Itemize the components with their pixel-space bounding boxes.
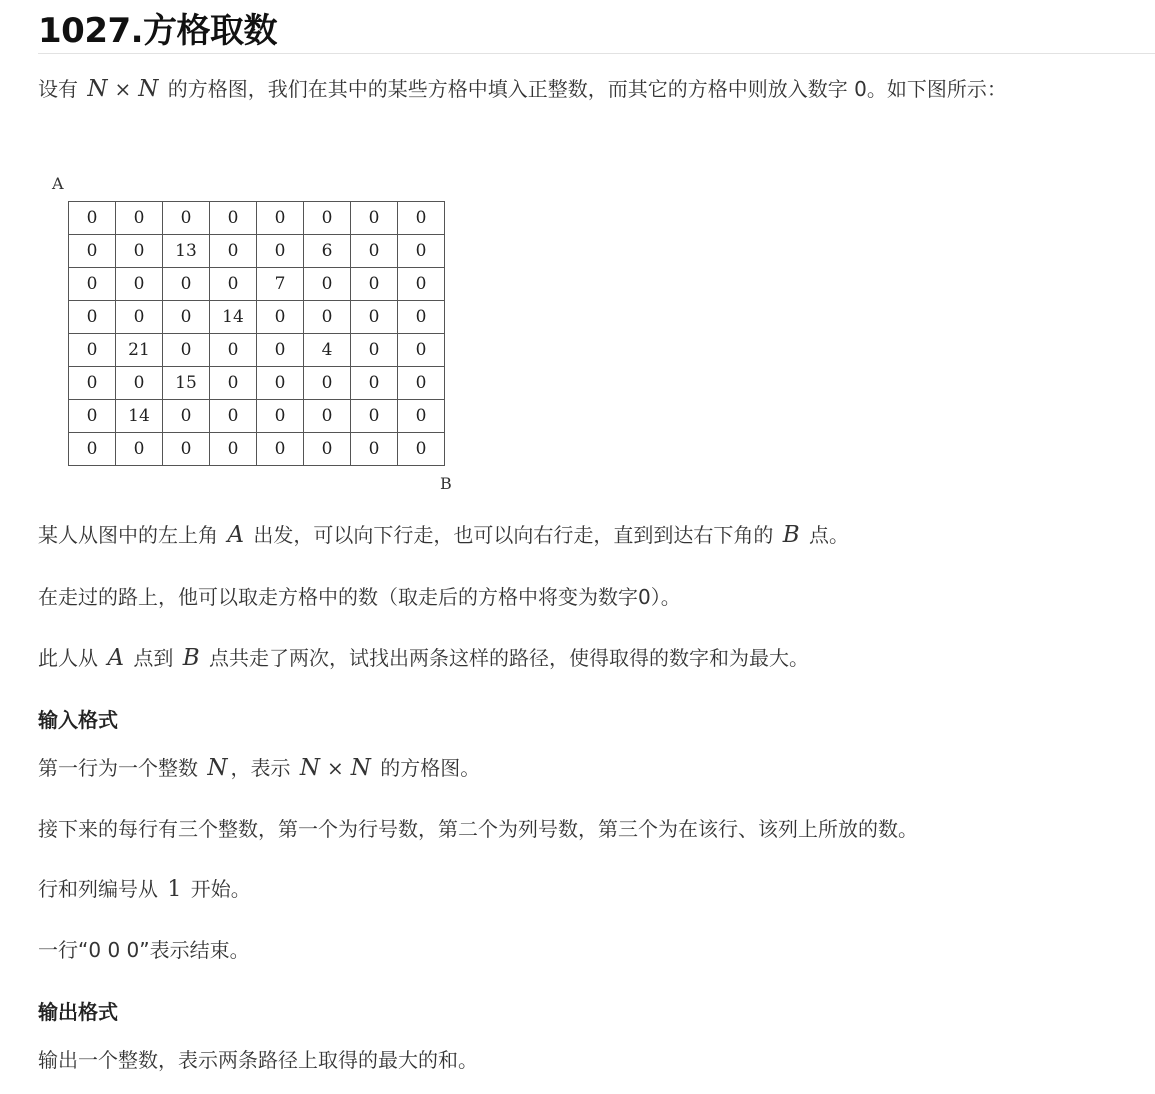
- grid-cell: 0: [398, 367, 445, 400]
- grid-cell: 0: [69, 268, 116, 301]
- grid-row: [69, 235, 445, 268]
- input-line-4: 一行“0 0 0”表示结束。: [38, 938, 250, 962]
- grid-cell: 0: [69, 235, 116, 268]
- grid-cell: 0: [210, 202, 257, 235]
- grid-cell: 0: [304, 400, 351, 433]
- math-n: N: [350, 755, 371, 781]
- grid-cell: 0: [398, 268, 445, 301]
- math-b: B: [182, 645, 200, 671]
- math-times: ×: [326, 756, 344, 780]
- grid-cell: 0: [163, 334, 210, 367]
- grid-cell: 0: [69, 367, 116, 400]
- grid-cell: 0: [257, 202, 304, 235]
- grid-cell: 0: [398, 433, 445, 466]
- grid-cell: 0: [163, 202, 210, 235]
- grid-cell: 0: [116, 367, 163, 400]
- grid-row: [69, 268, 445, 301]
- grid-cell: 0: [116, 433, 163, 466]
- grid-cell: 0: [163, 433, 210, 466]
- text: ，表示: [230, 756, 297, 780]
- grid-cell: 14: [210, 301, 257, 334]
- grid-cell: 0: [116, 301, 163, 334]
- grid-cell: 0: [398, 301, 445, 334]
- grid-cell: 0: [398, 202, 445, 235]
- grid-cell: 0: [116, 202, 163, 235]
- grid-cell: 0: [210, 334, 257, 367]
- grid-cell: 14: [116, 400, 163, 433]
- math-b: B: [782, 522, 800, 548]
- grid-cell: 0: [69, 334, 116, 367]
- grid-cell: 0: [398, 400, 445, 433]
- text: 的方格图。: [373, 756, 481, 780]
- grid-cell: 0: [257, 301, 304, 334]
- grid-cell: 0: [69, 202, 116, 235]
- grid-cell: 0: [351, 268, 398, 301]
- intro-text-2: 的方格图，我们在其中的某些方格中填入正整数，而其它的方格中则放入数字 0。如下图所示：: [161, 77, 1007, 101]
- grid-row: [69, 367, 445, 400]
- page-title: 1027.方格取数: [38, 11, 278, 51]
- grid-cell: 6: [304, 235, 351, 268]
- grid-cell: 0: [351, 367, 398, 400]
- grid-cell: 0: [210, 433, 257, 466]
- grid-cell: 0: [210, 400, 257, 433]
- intro-text-1: 设有: [38, 77, 85, 101]
- grid-cell: 0: [163, 400, 210, 433]
- math-n: N: [138, 76, 159, 102]
- grid-row: [69, 400, 445, 433]
- grid-cell: 0: [351, 301, 398, 334]
- title-divider: [38, 53, 1155, 54]
- grid-figure: [52, 172, 472, 502]
- input-line-2: 接下来的每行有三个整数，第一个为行号数，第二个为列号数，第三个为在该行、该列上所放的数。: [38, 817, 918, 841]
- grid-row: [69, 334, 445, 367]
- text: 出发，可以向下行走，也可以向右行走，直到到达右下角的: [246, 523, 780, 547]
- math-n: N: [207, 755, 228, 781]
- math-n: N: [299, 755, 320, 781]
- text: 点共走了两次，试找出两条这样的路径，使得取得的数字和为最大。: [202, 646, 809, 670]
- input-format-heading: 输入格式: [38, 708, 118, 732]
- grid-cell: 0: [116, 235, 163, 268]
- grid-cell: 0: [210, 235, 257, 268]
- text: 第一行为一个整数: [38, 756, 205, 780]
- paragraph-two-paths: [38, 641, 809, 675]
- grid-cell: 0: [304, 301, 351, 334]
- grid-cell: 0: [304, 202, 351, 235]
- grid-cell: 0: [304, 268, 351, 301]
- grid-cell: 0: [210, 367, 257, 400]
- paragraph-start-end: [38, 518, 849, 552]
- grid-cell: 0: [304, 433, 351, 466]
- grid-cell: 0: [69, 301, 116, 334]
- grid-cell: 21: [116, 334, 163, 367]
- output-format-heading: 输出格式: [38, 1000, 118, 1024]
- math-one: 1: [167, 877, 182, 902]
- grid-row: [69, 433, 445, 466]
- grid-cell: 0: [257, 433, 304, 466]
- math-times: ×: [114, 77, 132, 101]
- math-a: A: [227, 522, 244, 548]
- grid-cell: 0: [163, 268, 210, 301]
- grid-cell: 0: [257, 235, 304, 268]
- paragraph-take-numbers: 在走过的路上，他可以取走方格中的数（取走后的方格中将变为数字0）。: [38, 585, 681, 609]
- grid-row: [69, 301, 445, 334]
- text: 此人从: [38, 646, 105, 670]
- grid-cell: 0: [304, 367, 351, 400]
- text: 开始。: [184, 877, 251, 901]
- grid-cell: 13: [163, 235, 210, 268]
- grid-cell: 0: [210, 268, 257, 301]
- grid-cell: 0: [69, 433, 116, 466]
- input-line-1: [38, 751, 480, 785]
- grid-cell: 0: [398, 235, 445, 268]
- grid-cell: 4: [304, 334, 351, 367]
- grid-cell: 0: [116, 268, 163, 301]
- grid-cell: 0: [351, 334, 398, 367]
- intro-paragraph: [38, 72, 1148, 106]
- grid-cell: 0: [257, 334, 304, 367]
- text: 点。: [802, 523, 849, 547]
- text: 行和列编号从: [38, 877, 165, 901]
- text: 某人从图中的左上角: [38, 523, 225, 547]
- label-b: B: [440, 474, 452, 493]
- grid-cell: 0: [351, 433, 398, 466]
- math-n: N: [87, 76, 108, 102]
- grid-cell: 15: [163, 367, 210, 400]
- input-line-3: [38, 872, 251, 907]
- text: 点到: [126, 646, 180, 670]
- grid-cell: 0: [351, 235, 398, 268]
- grid-cell: 0: [351, 202, 398, 235]
- grid-cell: 0: [257, 367, 304, 400]
- grid-cell: 0: [351, 400, 398, 433]
- label-a: A: [52, 174, 64, 193]
- grid-cell: 0: [257, 400, 304, 433]
- output-line-1: 输出一个整数，表示两条路径上取得的最大的和。: [38, 1048, 478, 1072]
- grid-cell: 7: [257, 268, 304, 301]
- grid-row: [69, 202, 445, 235]
- grid-cell: 0: [69, 400, 116, 433]
- grid-cell: 0: [163, 301, 210, 334]
- math-a: A: [107, 645, 124, 671]
- grid-cell: 0: [398, 334, 445, 367]
- number-grid: [68, 201, 445, 466]
